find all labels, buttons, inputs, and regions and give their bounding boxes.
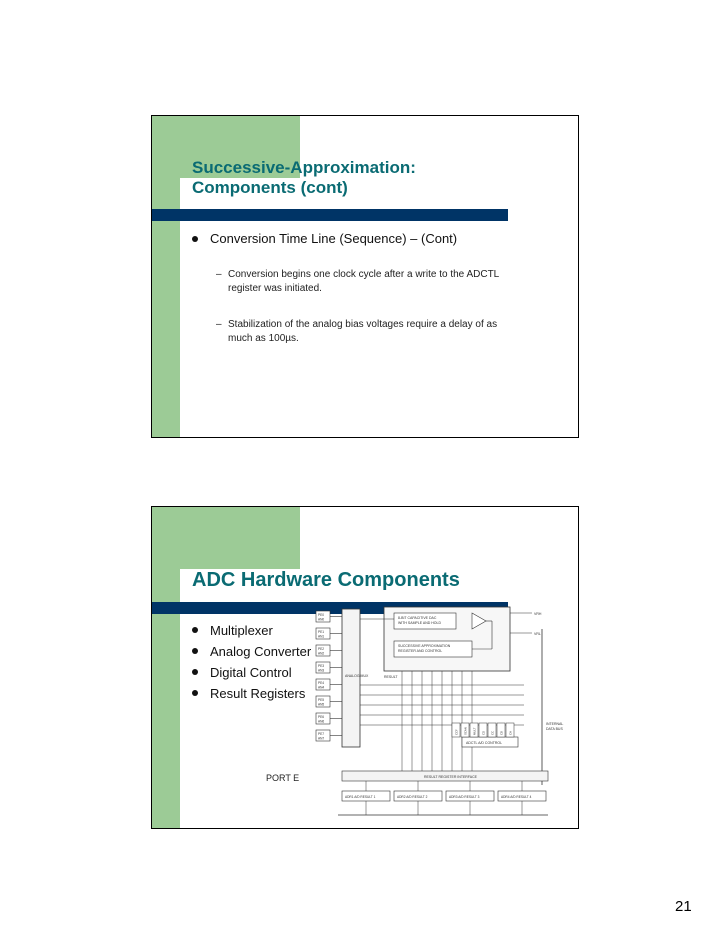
port-pin-label: AN3 — [318, 668, 325, 673]
control-bits — [452, 723, 514, 737]
sub-bullet-dash: – — [216, 269, 222, 280]
port-pin-label: PE1 — [318, 630, 325, 634]
result-register-label: ADR1 A/D RESULT 1 — [345, 795, 376, 799]
result-register-label: ADR3 A/D RESULT 3 — [449, 795, 480, 799]
bus-lines — [360, 671, 524, 771]
slide-title-line2: Components (cont) — [192, 178, 348, 197]
bullet-dot — [192, 669, 198, 675]
control-bit-label: CCF — [454, 729, 459, 735]
port-pin-label: AN1 — [318, 634, 325, 639]
result-register-label: ADR4 A/D RESULT 4 — [501, 795, 532, 799]
slide-accent-block — [152, 507, 300, 569]
control-bit-label: CA — [508, 731, 513, 735]
sar-label-1: SUCCESSIVE APPROXIMATION — [398, 644, 451, 648]
sub-bullet-1-line2: register was initiated. — [228, 283, 322, 294]
bullet-dot — [192, 648, 198, 654]
slide-title — [192, 158, 416, 198]
bullet-list — [180, 231, 457, 246]
port-pin-label: PE6 — [318, 715, 325, 719]
slide-successive-approximation — [151, 115, 579, 438]
port-pin-label: PE3 — [318, 664, 325, 668]
analog-mux-box — [342, 609, 360, 747]
dac-label-2: WITH SAMPLE AND HOLD — [398, 621, 441, 625]
port-pin-label: AN2 — [318, 651, 325, 656]
sub-bullet-2-line2: much as 100µs. — [228, 333, 299, 344]
port-pin-label: AN6 — [318, 719, 325, 724]
vrl-label: VRL — [534, 632, 541, 636]
result-interface-label: RESULT REGISTER INTERFACE — [424, 775, 477, 779]
sub-bullet-2-line1: Stabilization of the analog bias voltages require a delay of as — [228, 319, 498, 330]
sub-bullet-1 — [216, 268, 568, 296]
vrh-label: VRH — [534, 612, 542, 616]
bullet-item — [180, 231, 457, 246]
bullet-dot — [192, 690, 198, 696]
control-bit-label: MULT — [472, 727, 477, 735]
analog-mux-label: ANALOG MUX — [345, 674, 369, 678]
control-bit-label: CC — [490, 730, 495, 735]
sub-bullet-1-line1: Conversion begins one clock cycle after a write to the ADCTL — [228, 269, 500, 280]
port-pin-label: PE0 — [318, 613, 325, 617]
bullet-dot — [192, 627, 198, 633]
bullet-item — [180, 662, 311, 683]
port-pin-label: PE5 — [318, 698, 325, 702]
port-e-label: PORT E — [266, 773, 300, 783]
port-pin-label: AN4 — [318, 685, 325, 690]
bullet-text: Multiplexer — [210, 623, 273, 638]
internal-bus-label-2: DATA BUS — [546, 727, 563, 731]
slide-title-line1: Successive-Approximation: — [192, 158, 416, 177]
internal-bus-label-1: INTERNAL — [546, 722, 564, 726]
bullet-text: Digital Control — [210, 665, 292, 680]
control-bit-label: CB — [499, 731, 504, 735]
port-pin-label: AN7 — [318, 736, 325, 741]
title-underline — [152, 209, 508, 221]
bullet-item — [180, 641, 311, 662]
sar-label-2: REGISTER AND CONTROL — [398, 649, 443, 653]
bullet-item — [180, 683, 311, 704]
bullet-list — [180, 620, 311, 704]
sub-bullet-dash: – — [216, 319, 222, 330]
dac-label-1: 8-BIT CAPACITIVE DAC — [398, 616, 437, 620]
control-bit-label: SCAN — [463, 727, 468, 735]
sub-bullet-2 — [216, 318, 568, 346]
adctl-label: ADCTL A/D CONTROL — [466, 741, 503, 745]
bullet-item — [180, 620, 311, 641]
control-bit-label: CD — [481, 730, 486, 735]
bullet-text: Result Registers — [210, 686, 306, 701]
port-e-pins — [316, 611, 342, 741]
port-pin-label: AN0 — [318, 617, 325, 622]
port-pin-label: PE7 — [318, 732, 325, 736]
bullet-dot — [192, 236, 198, 242]
page-number: 21 — [675, 898, 692, 915]
result-register-label: ADR2 A/D RESULT 2 — [397, 795, 428, 799]
port-pin-label: PE4 — [318, 681, 325, 685]
bullet-text: Analog Converter — [210, 644, 312, 659]
result-registers — [342, 781, 546, 815]
port-pin-label: AN5 — [318, 702, 325, 707]
bullet-text: Conversion Time Line (Sequence) – (Cont) — [210, 231, 458, 246]
adc-block-diagram — [312, 605, 574, 827]
slide-adc-hardware — [151, 506, 579, 829]
port-pin-label: PE2 — [318, 647, 325, 651]
result-label: RESULT — [384, 675, 398, 679]
slide-title: ADC Hardware Components — [192, 569, 460, 591]
